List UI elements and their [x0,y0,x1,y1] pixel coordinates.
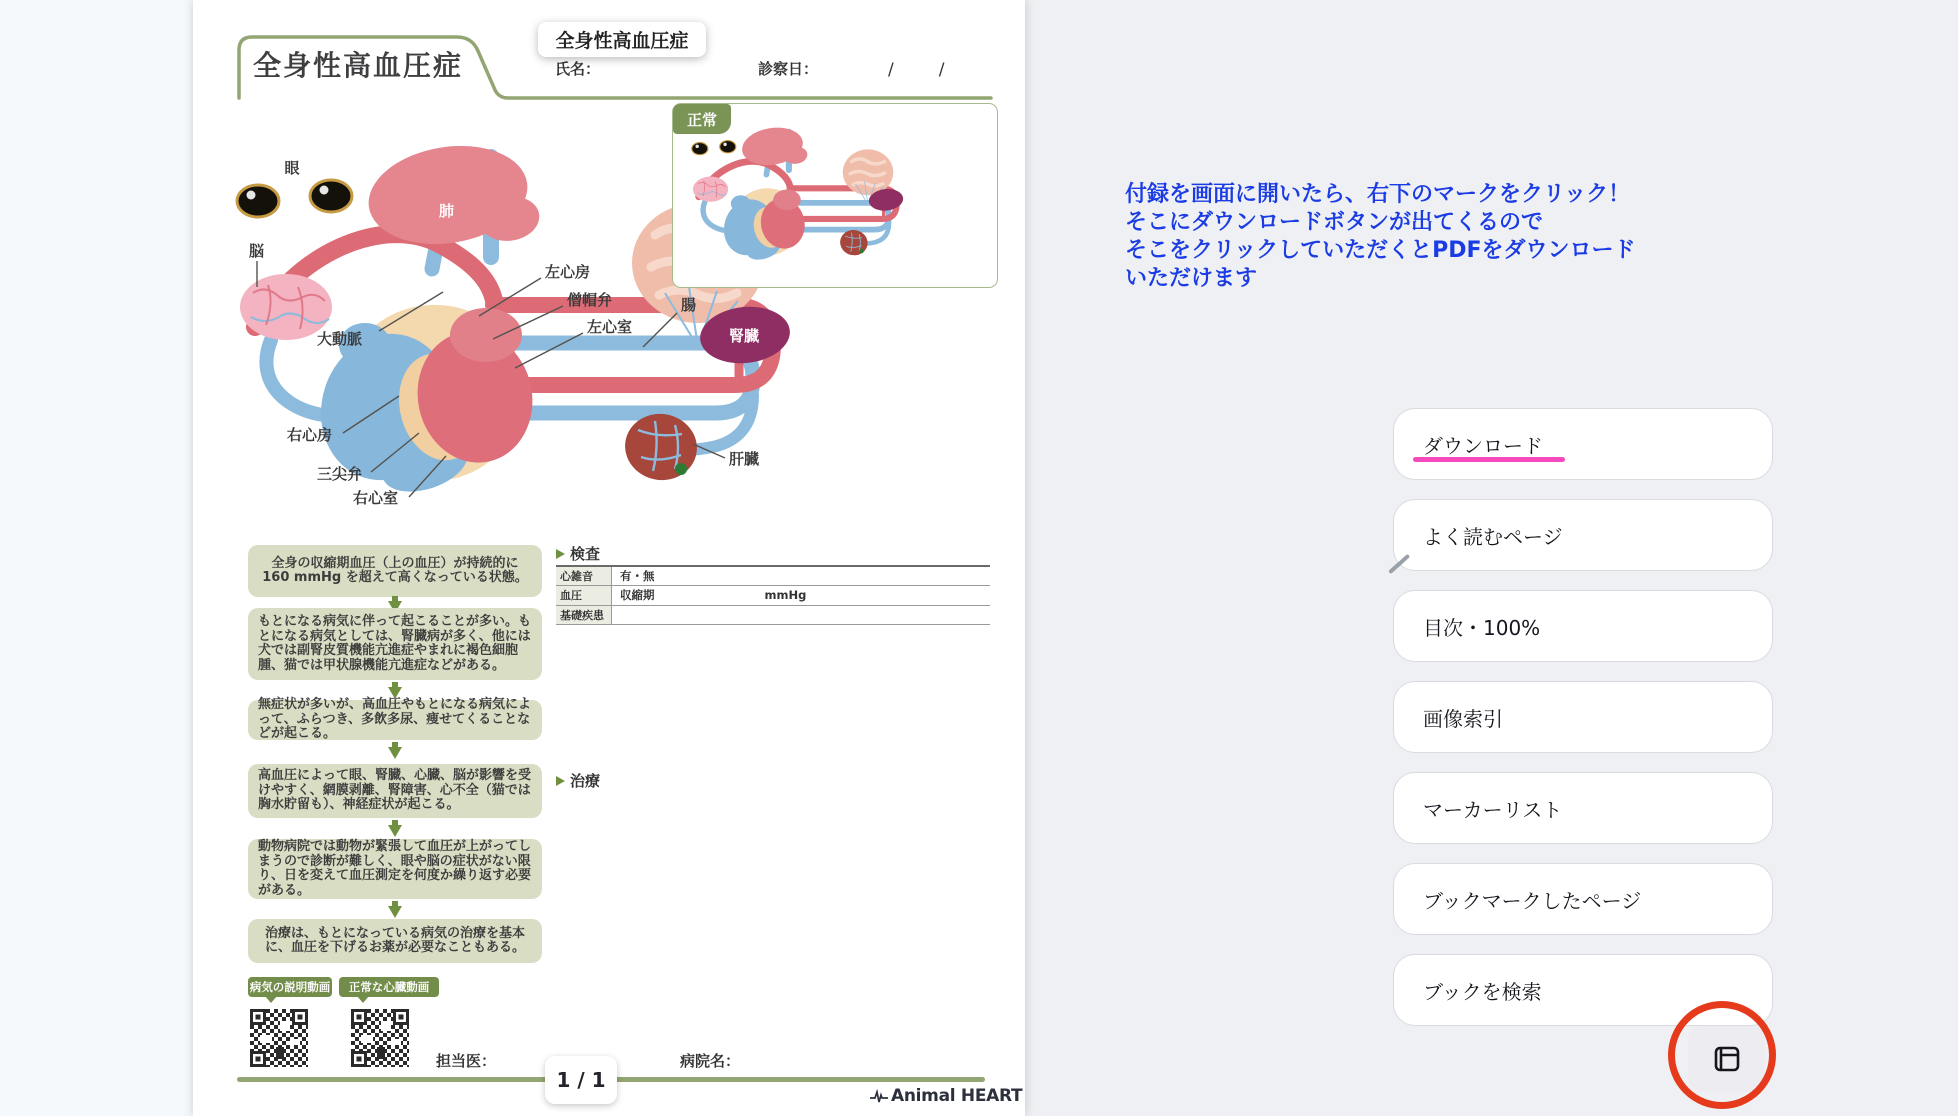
normal-inset-badge: 正常 [673,104,731,134]
exam-row-label: 心雑音 [556,567,612,585]
normal-anatomy-thumbnail [675,108,993,284]
viewer-left-margin [0,0,193,1116]
table-row [556,606,990,625]
heartbeat-pulse-icon [869,1089,889,1104]
label-brain: 脳 [249,242,265,260]
label-right-ventricle: 右心室 [353,489,399,507]
flow-box-treatment: 治療は、もとになっている病気の治療を基本に、血圧を下げるお薬が必要なこともある。 [248,919,542,963]
download-instructions [1125,181,1725,293]
flow-arrow-icon [388,825,402,837]
flow-box-symptoms: 無症状が多いが、高血圧やもとになる病気によって、ふらつき、多飲多尿、痩せてくることなどが起こる。 [248,700,542,740]
book-icon [1711,1044,1743,1074]
flow-arrow-icon [388,906,402,918]
exam-row-label: 基礎疾患 [556,606,612,624]
label-left-atrium: 左心房 [545,263,591,281]
flow-box-diagnosis: 動物病院では動物が緊張して血圧が上がってしまうので診断が難しく、眼や脳の症状がない限り、日を変えて血圧測定を何度か繰り返す必要がある。 [248,839,542,899]
exam-row-value [612,606,990,624]
table-row [556,586,990,605]
badge-tail [265,996,277,1003]
flow-box-definition: 全身の収縮期血圧（上の血圧）が持続的に 160 mmHg を超えて高くなっている状態。 [248,545,542,597]
instruction-line: 付録を画面に開いたら、右下のマークをクリック！ [1125,182,1631,207]
book-menu-button[interactable] [1688,1026,1765,1092]
menu-button-search-book[interactable] [1393,954,1773,1026]
menu-button-label: ブックを検索 [1423,979,1542,1004]
exam-row-value: 収縮期 mmHg [620,588,807,603]
badge-tail [357,996,369,1003]
doctor-field-label: 担当医： [436,1052,497,1070]
menu-button-label: よく読むページ [1423,524,1563,549]
flow-box-organ-damage: 高血圧によって眼、腎臓、心臓、脳が影響を受けやすく、網膜剥離、腎障害、心不全（猫では胸水貯留も）、神経症状が起こる。 [248,764,542,818]
label-eye: 眼 [284,159,300,177]
section-triangle-icon [556,549,565,559]
treatment-section-heading [556,770,600,791]
video-badge-disease: 病気の説明動画 [248,977,332,997]
page-title: 全身性高血圧症 [253,49,464,82]
treatment-heading-text: 治療 [570,772,601,790]
name-field-label: 氏名： [555,60,601,78]
instruction-line: そこをクリックしていただくとPDFをダウンロード [1125,238,1636,263]
document-page [193,0,1025,1116]
menu-button-toc-zoom[interactable] [1393,590,1773,662]
instruction-line: いただけます [1125,266,1258,291]
label-intestine: 腸 [681,296,697,314]
label-mitral-valve: 僧帽弁 [567,291,613,309]
label-lung: 肺 [439,202,455,220]
menu-button-image-index[interactable] [1393,681,1773,753]
table-row [556,567,990,586]
menu-button-download[interactable] [1393,408,1773,480]
title-tooltip: 全身性高血圧症 [538,22,706,57]
video-badge-normal-heart: 正常な心臓動画 [339,977,439,997]
normal-heart-inset [672,103,998,288]
label-aorta: 大動脈 [317,330,363,348]
label-liver: 肝臓 [729,450,760,468]
qr-code-disease-video [250,1009,308,1067]
menu-button-label: ダウンロード [1423,433,1543,458]
menu-button-label: マーカーリスト [1423,797,1563,822]
exam-row-label: 血圧 [556,586,612,604]
section-triangle-icon [556,776,565,786]
menu-button-label: 目次・100% [1423,615,1541,640]
exam-date-slashes: / / [888,60,959,80]
menu-button-label: ブックマークしたページ [1423,888,1642,913]
exam-section-heading [556,543,600,564]
label-right-atrium: 右心房 [287,426,333,444]
qr-code-normal-heart-video [351,1009,409,1067]
menu-button-bookmarked-pages[interactable] [1393,863,1773,935]
exam-date-label: 診察日： [758,60,819,78]
flow-box-causes: もとになる病気に伴って起こることが多い。もとになる病気としては、腎臓病が多く、他には犬では副腎皮質機能亢進症やまれに褐色細胞腫、猫では甲状腺機能亢進症などがある。 [248,608,542,680]
label-left-ventricle: 左心室 [587,318,633,336]
brand-logo [869,1086,1022,1106]
exam-row-value: 有・無 [620,569,655,584]
instruction-line: そこにダウンロードボタンが出てくるので [1125,210,1544,235]
menu-button-marker-list[interactable] [1393,772,1773,844]
pink-highlight-underline [1413,457,1565,462]
page-indicator: 1 / 1 [545,1056,617,1104]
menu-button-label: 画像索引 [1423,706,1503,731]
label-tricuspid-valve: 三尖弁 [317,465,363,483]
exam-table [556,565,990,625]
hospital-field-label: 病院名： [680,1052,741,1070]
exam-heading-text: 検査 [570,545,601,563]
exam-unit: mmHg [764,588,807,603]
menu-button-frequently-read[interactable] [1393,499,1773,571]
label-kidney: 腎臓 [728,327,760,345]
flow-arrow-icon [388,747,402,759]
brand-text: Animal HEART [891,1086,1023,1106]
